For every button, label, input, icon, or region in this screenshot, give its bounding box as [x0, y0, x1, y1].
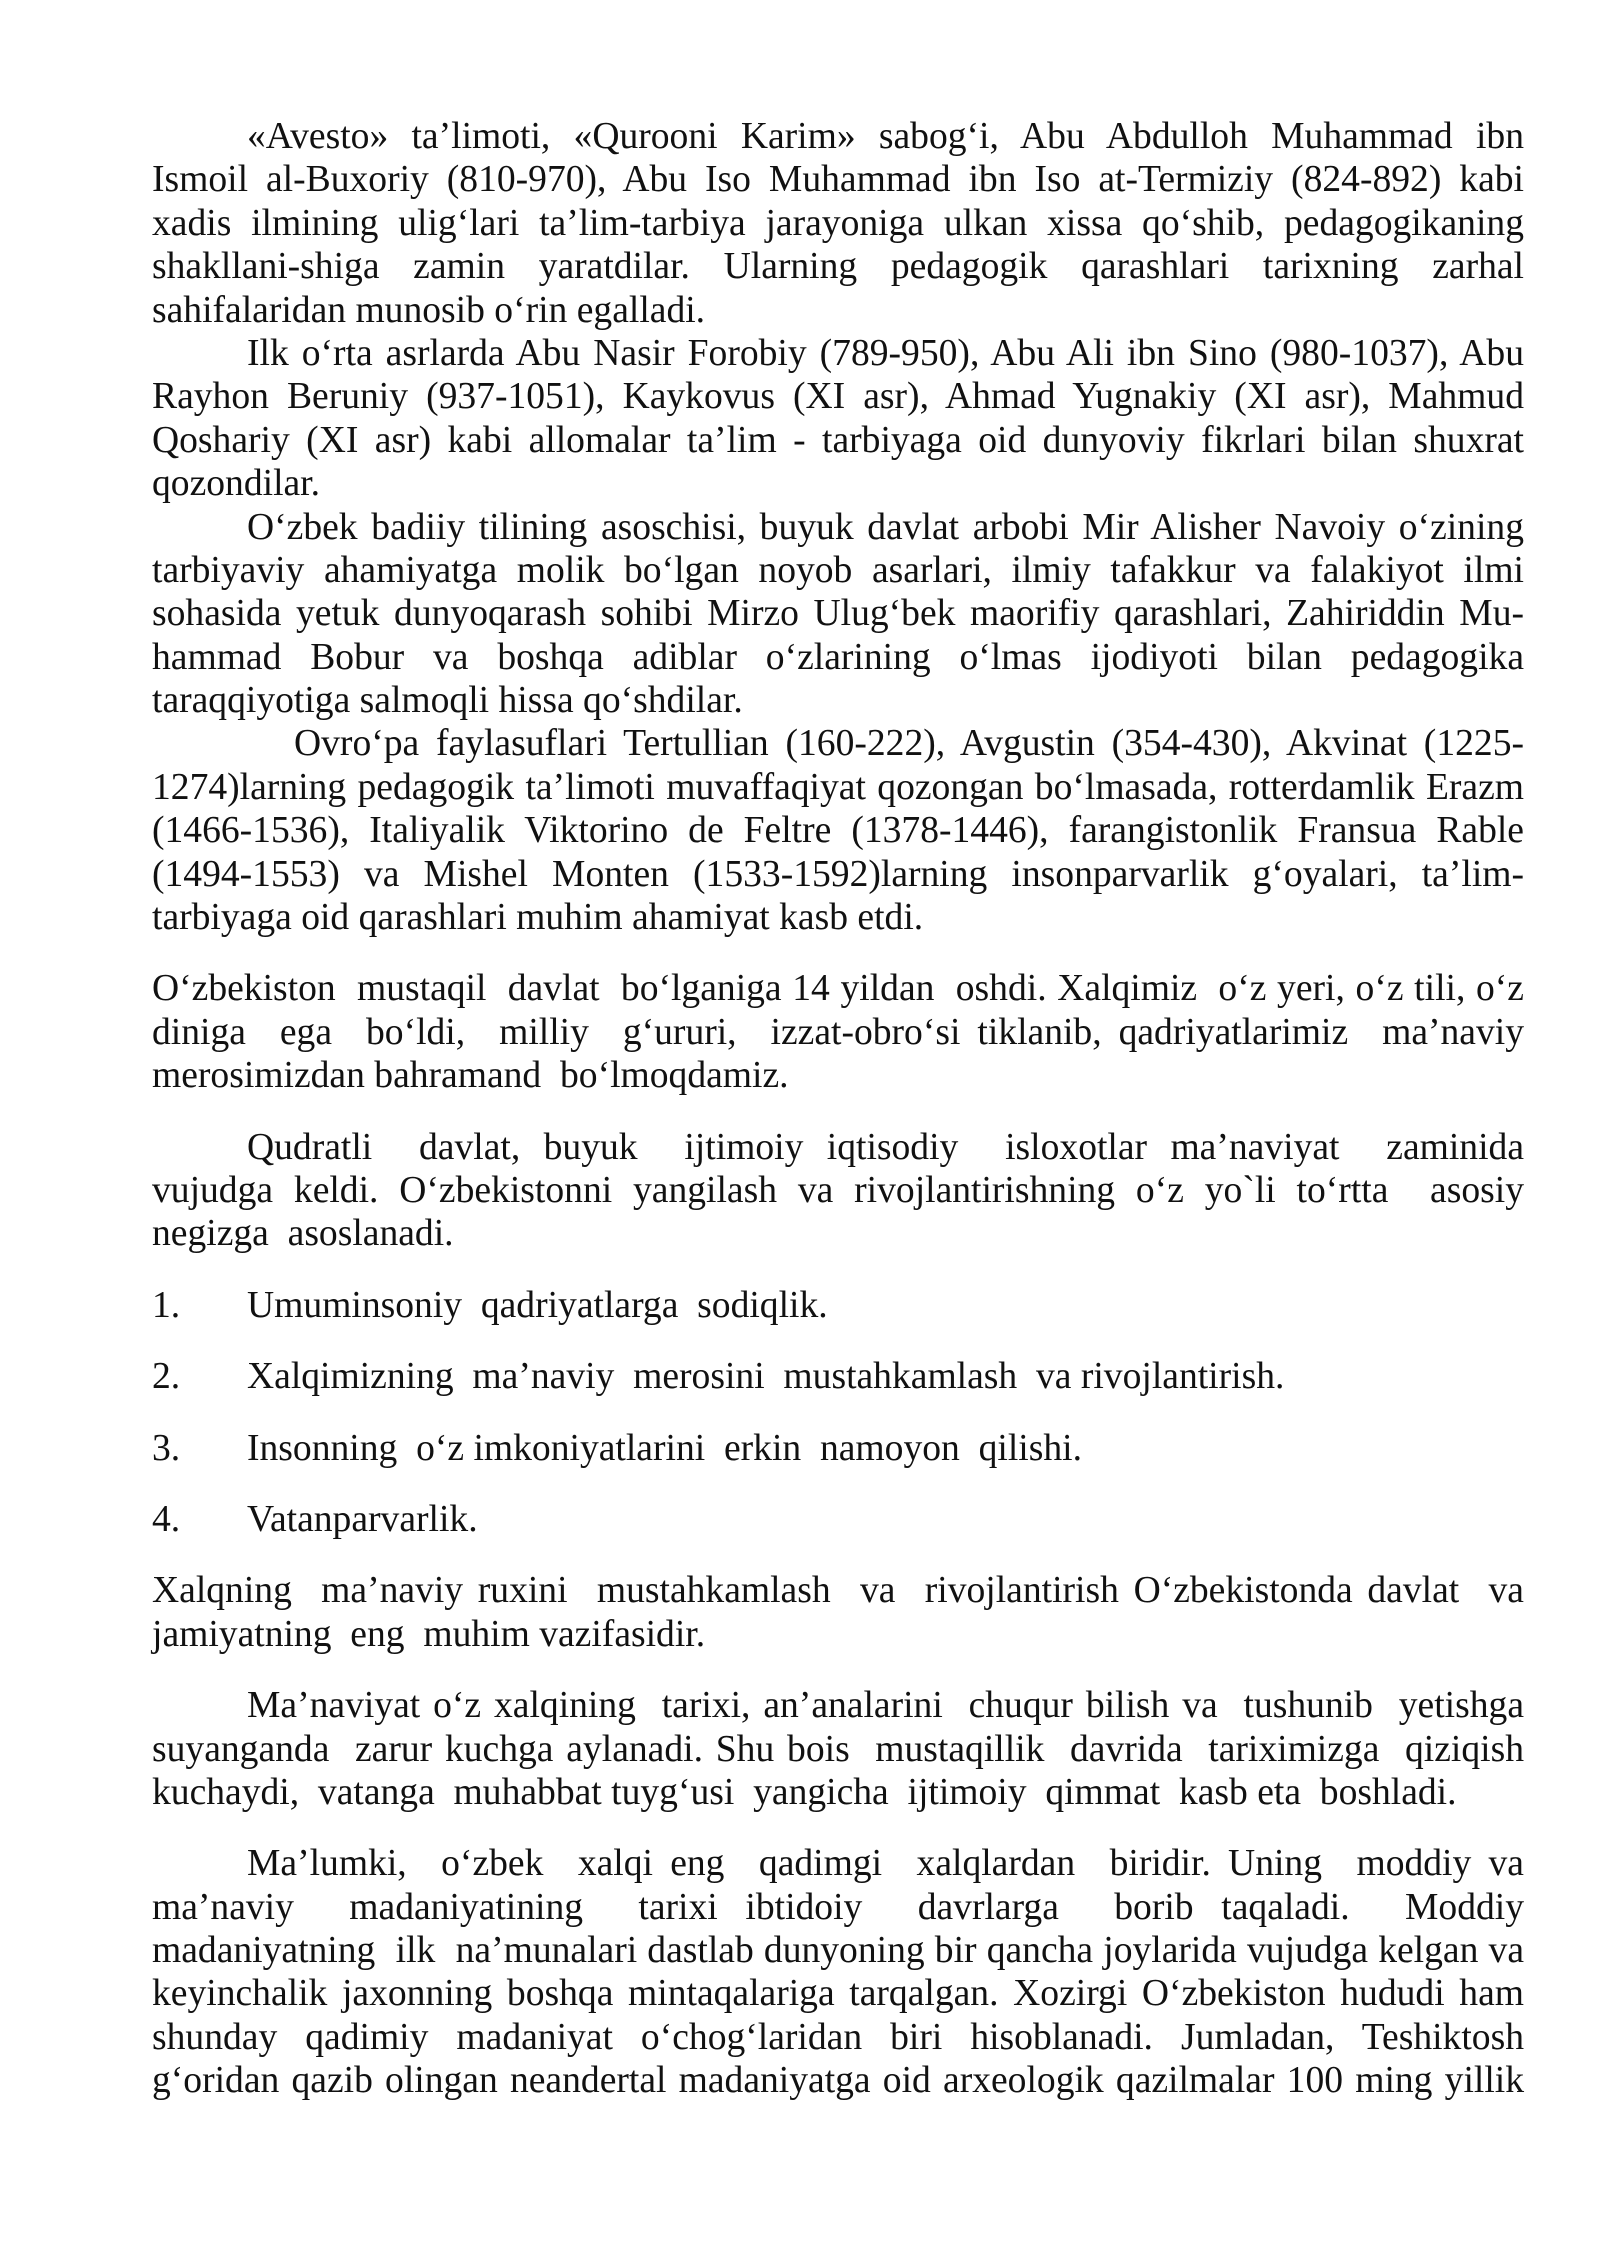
- principle-item: [152, 1427, 1524, 1470]
- paragraph-line: Ovro‘pa faylasuflari Tertullian (160-222), Avgustin (354-430), Akvinat (1225-: [294, 723, 1524, 765]
- paragraph-line: Qudratli davlat, buyuk ijtimoiy iqtisodiy isloxotlar ma’naviyat zaminida: [247, 1126, 1524, 1168]
- principle-item: [152, 1355, 1524, 1398]
- paragraph-line: suyanganda zarur kuchga aylanadi. Shu bois mustaqillik davrida tariximizga qiziqish: [152, 1728, 1524, 1770]
- principle-number: 3.: [152, 1427, 181, 1469]
- paragraph: [152, 1569, 1524, 1656]
- paragraph-line: «Avesto» ta’limoti, «Qurooni Karim» sabog‘i, Abu Abdulloh Muhammad ibn: [247, 116, 1524, 157]
- paragraph-line: qozondilar.: [152, 463, 321, 505]
- paragraph-line: Ismoil al-Buxoriy (810-970), Abu Iso Muhammad ibn Iso at-Termiziy (824-892) kabi: [152, 159, 1524, 201]
- paragraph-line: Ilk o‘rta asrlarda Abu Nasir Forobiy (789-950), Abu Ali ibn Sino (980-1037), Abu: [247, 332, 1524, 374]
- paragraph: [152, 1684, 1524, 1814]
- paragraph: [152, 506, 1524, 723]
- paragraph-line: Xalqning ma’naviy ruxini mustahkamlash va rivojlantirish O‘zbekistonda davlat va: [152, 1570, 1524, 1612]
- principle-number: 4.: [152, 1498, 181, 1540]
- paragraph-line: sahifalaridan munosib o‘rin egalladi.: [152, 289, 706, 331]
- paragraph-line: (1494-1553) va Mishel Monten (1533-1592)larning insonparvarlik g‘oyalari, ta’lim-: [152, 853, 1524, 895]
- paragraph: [152, 115, 1524, 332]
- paragraph-line: madaniyatning ilk na’munalari dastlab dunyoning bir qancha joylarida vujudga kelgan va: [152, 1930, 1524, 1972]
- principle-item: [152, 1498, 1524, 1541]
- paragraph-line: tarbiyaviy ahamiyatga molik bo‘lgan noyob asarlari, ilmiy tafakkur va falakiyot ilmi: [152, 549, 1524, 591]
- paragraph-line: Qoshariy (XI asr) kabi allomalar ta’lim - tarbiyaga oid dunyoviy fikrlari bilan shuxrat: [152, 419, 1524, 461]
- paragraph-line: hammad Bobur va boshqa adiblar o‘zlarining o‘lmas ijodiyoti bilan pedagogika: [152, 636, 1524, 678]
- paragraph-line: ma’naviy madaniyatining tarixi ibtidoiy davrlarga borib taqaladi. Moddiy: [152, 1886, 1524, 1928]
- paragraph-line: O‘zbek badiiy tilining asoschisi, buyuk davlat arbobi Mir Alisher Navoiy o‘zining: [247, 506, 1524, 548]
- paragraph-line: negizga asoslanadi.: [152, 1213, 454, 1255]
- paragraph-line: Ma’lumki, o‘zbek xalqi eng qadimgi xalqlardan biridir. Uning moddiy va: [247, 1843, 1524, 1885]
- paragraph-line: shakllani-shiga zamin yaratdilar. Ularning pedagogik qarashlari tarixning zarhal: [152, 246, 1524, 288]
- paragraph-line: g‘oridan qazib olingan neandertal madaniyatga oid arxeologik qazilmalar 100 ming yillik: [152, 2060, 1524, 2102]
- paragraph-line: shunday qadimiy madaniyat o‘chog‘laridan biri hisoblanadi. Jumladan, Teshiktosh: [152, 2016, 1524, 2058]
- principle-item: [152, 1284, 1524, 1327]
- document-page: [152, 115, 1524, 2103]
- principle-text: Umuminsoniy qadriyatlarga sodiqlik.: [247, 1284, 828, 1326]
- principle-number: 1.: [152, 1284, 181, 1326]
- paragraph-line: Ma’naviyat o‘z xalqining tarixi, an’analarini chuqur bilish va tushunib yetishga: [247, 1685, 1524, 1727]
- paragraph: [152, 332, 1524, 506]
- paragraph-line: (1466-1536), Italiyalik Viktorino de Feltre (1378-1446), farangistonlik Fransua Rable: [152, 810, 1524, 852]
- paragraph: [152, 1126, 1524, 1256]
- paragraph-line: tarbiyaga oid qarashlari muhim ahamiyat kasb etdi.: [152, 897, 924, 939]
- paragraph-line: taraqqiyotiga salmoqli hissa qo‘shdilar.: [152, 680, 743, 722]
- paragraph-line: 1274)larning pedagogik ta’limoti muvaffaqiyat qozongan bo‘lmasada, rotterdamlik Erazm: [152, 766, 1524, 808]
- paragraph-line: Rayhon Beruniy (937-1051), Kaykovus (XI asr), Ahmad Yugnakiy (XI asr), Mahmud: [152, 376, 1524, 418]
- paragraph-line: kuchaydi, vatanga muhabbat tuyg‘usi yangicha ijtimoiy qimmat kasb eta boshladi.: [152, 1771, 1457, 1813]
- paragraph-line: jamiyatning eng muhim vazifasidir.: [152, 1613, 706, 1655]
- paragraph-line: sohasida yetuk dunyoqarash sohibi Mirzo Ulug‘bek maorifiy qarashlari, Zahiriddin Mu-: [152, 593, 1524, 635]
- principle-text: Vatanparvarlik.: [247, 1498, 478, 1540]
- principle-text: Insonning o‘z imkoniyatlarini erkin namoyon qilishi.: [247, 1427, 1082, 1469]
- principle-text: Xalqimizning ma’naviy merosini mustahkamlash va rivojlantirish.: [247, 1356, 1285, 1398]
- paragraph-line: diniga ega bo‘ldi, milliy g‘ururi, izzat-obro‘si tiklanib, qadriyatlarimiz ma’naviy: [152, 1011, 1524, 1053]
- paragraph-line: O‘zbekiston mustaqil davlat bo‘lganiga 14 yildan oshdi. Xalqimiz o‘z yeri, o‘z tili, o‘z: [152, 968, 1524, 1010]
- paragraph: [152, 722, 1524, 939]
- paragraph: [152, 967, 1524, 1097]
- paragraph-line: xadis ilmining ulig‘lari ta’lim-tarbiya jarayoniga ulkan xissa qo‘shib, pedagogikaning: [152, 202, 1524, 244]
- paragraph: [152, 1842, 1524, 2102]
- paragraph-line: merosimizdan bahramand bo‘lmoqdamiz.: [152, 1055, 789, 1097]
- principle-number: 2.: [152, 1356, 181, 1398]
- paragraph-line: vujudga keldi. O‘zbekistonni yangilash va rivojlantirishning o‘z yo`li to‘rtta asosiy: [152, 1169, 1524, 1211]
- paragraph-line: keyinchalik jaxonning boshqa mintaqalariga tarqalgan. Xozirgi O‘zbekiston hududi ham: [152, 1973, 1524, 2015]
